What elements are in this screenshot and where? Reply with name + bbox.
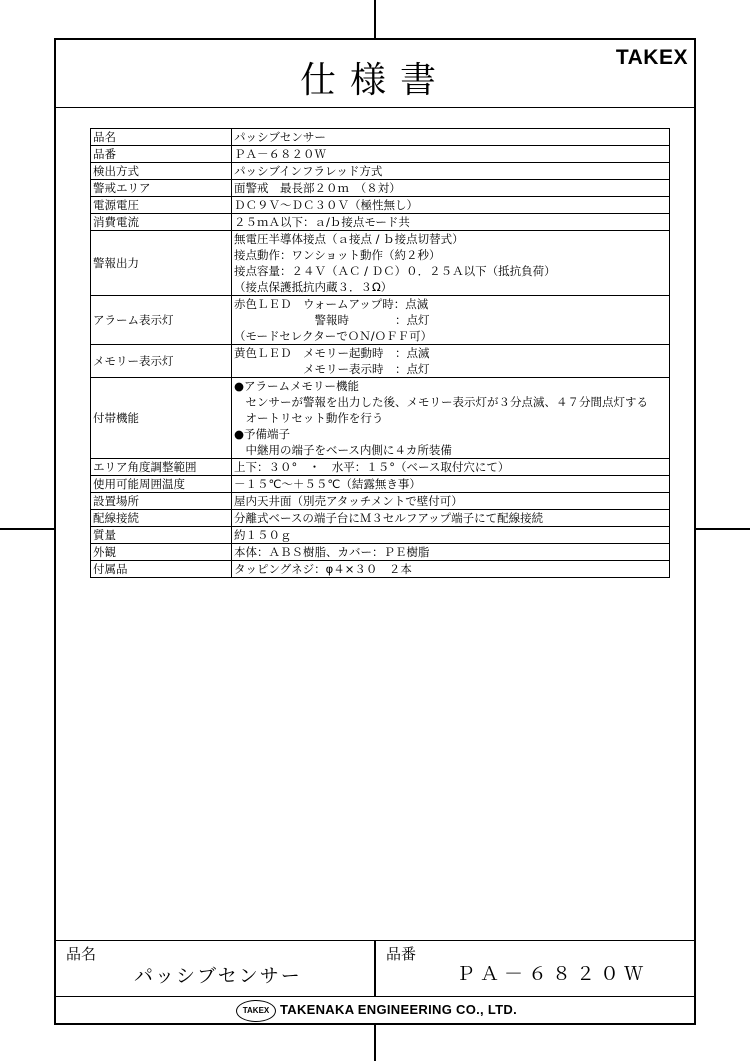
spec-value-line: 中継用の端子をベース内側に４カ所装備 [234, 443, 452, 457]
spec-row [91, 459, 670, 476]
spec-value [232, 129, 670, 146]
spec-label: 付帯機能 [91, 378, 232, 459]
spec-value [232, 378, 670, 459]
spec-value-line: 接点動作：ワンショット動作（約２秒） [234, 248, 441, 262]
spec-value-line: ●予備端子 [234, 427, 291, 441]
spec-value-line: 警報時 ：点灯 [234, 313, 430, 327]
spec-value [232, 163, 670, 180]
spec-label: 付属品 [91, 561, 232, 578]
spec-value-line: 上下：３０° ・ 水平：１５°（ベース取付穴にて） [234, 460, 510, 474]
spec-row [91, 231, 670, 296]
spec-label: 警戒エリア [91, 180, 232, 197]
spec-value [232, 231, 670, 296]
crop-mark-left [0, 528, 54, 530]
spec-row [91, 493, 670, 510]
spec-value [232, 214, 670, 231]
footer [56, 996, 694, 1025]
title-block [56, 940, 694, 996]
spec-value-line: 約１５０ｇ [234, 528, 292, 542]
spec-value-line: （モードセレクターでＯＮ/ＯＦＦ可） [234, 329, 433, 343]
spec-value-line: 赤色ＬＥＤ ウォームアップ時：点滅 [234, 297, 429, 311]
spec-value-line: ＰＡ－６８２０Ｗ [234, 147, 326, 161]
spec-value [232, 544, 670, 561]
spec-label: 配線接続 [91, 510, 232, 527]
spec-value-line: ＤＣ９Ｖ～ＤＣ３０Ｖ（極性無し） [234, 198, 418, 212]
spec-row [91, 378, 670, 459]
spec-value [232, 197, 670, 214]
spec-label: 使用可能周囲温度 [91, 476, 232, 493]
spec-label: 品番 [91, 146, 232, 163]
spec-value-line: －１５℃～＋５５℃（結露無き事） [234, 477, 421, 491]
spec-row [91, 163, 670, 180]
spec-label: 外観 [91, 544, 232, 561]
spec-value-line: パッシブセンサー [234, 130, 326, 144]
product-name-value: パッシブセンサー [134, 965, 302, 987]
spec-label: 設置場所 [91, 493, 232, 510]
spec-row [91, 129, 670, 146]
crop-mark-top [374, 0, 376, 38]
document-title: 仕様書 [299, 60, 450, 101]
spec-value-line: 無電圧半導体接点（ａ接点 / ｂ接点切替式） [234, 232, 464, 246]
spec-value [232, 527, 670, 544]
product-number-label: 品番 [386, 945, 417, 963]
spec-value [232, 180, 670, 197]
spec-row [91, 296, 670, 345]
spec-label: 質量 [91, 527, 232, 544]
spec-table [90, 128, 670, 578]
spec-value-line: 本体：ＡＢＳ樹脂、カバー：ＰＥ樹脂 [234, 545, 430, 559]
company-name: TAKENAKA ENGINEERING CO., LTD. [280, 1002, 517, 1017]
spec-value-line: ２５ｍＡ以下：ａ/ｂ接点モード共 [234, 215, 410, 229]
spec-value-line: （接点保護抵抗内蔵３．３Ω） [234, 280, 393, 294]
spec-label: 品名 [91, 129, 232, 146]
spec-value [232, 510, 670, 527]
spec-label: メモリー表示灯 [91, 345, 232, 378]
spec-label: アラーム表示灯 [91, 296, 232, 345]
spec-value [232, 296, 670, 345]
spec-value-line: タッピングネジ：φ４×３０ ２本 [234, 562, 412, 576]
spec-row [91, 510, 670, 527]
spec-value-line: 分離式ベースの端子台にＭ３セルフアップ端子にて配線接続 [234, 511, 544, 525]
spec-value-line: センサーが警報を出力した後、メモリー表示灯が３分点滅、４７分間点灯する [234, 395, 648, 409]
spec-value-line: オートリセット動作を行う [234, 411, 384, 425]
spec-value [232, 459, 670, 476]
spec-row [91, 527, 670, 544]
spec-row [91, 476, 670, 493]
spec-label: 検出方式 [91, 163, 232, 180]
spec-row [91, 345, 670, 378]
spec-row [91, 146, 670, 163]
spec-label: 消費電流 [91, 214, 232, 231]
spec-label: 警報出力 [91, 231, 232, 296]
spec-value-line: 屋内天井面（別売アタッチメントで壁付可） [234, 494, 463, 508]
document-frame [54, 38, 696, 1025]
spec-value-line: 黄色ＬＥＤ メモリー起動時 ：点滅 [234, 346, 430, 360]
spec-row [91, 561, 670, 578]
company-logo: TAKEX [236, 1000, 276, 1022]
spec-value-line: メモリー表示時 ：点灯 [234, 362, 430, 376]
product-name-label: 品名 [66, 945, 97, 963]
spec-row [91, 180, 670, 197]
spec-value-line: 面警戒 最長部２０ｍ （８対） [234, 181, 401, 195]
spec-row [91, 544, 670, 561]
brand-logo: TAKEX [615, 46, 688, 69]
crop-mark-bottom [374, 1025, 376, 1061]
spec-value-line: パッシブインフラレッド方式 [234, 164, 383, 178]
spec-label: エリア角度調整範囲 [91, 459, 232, 476]
spec-label: 電源電圧 [91, 197, 232, 214]
spec-value-line: ●アラームメモリー機能 [234, 379, 360, 393]
spec-value [232, 476, 670, 493]
spec-value [232, 345, 670, 378]
spec-row [91, 197, 670, 214]
spec-value [232, 561, 670, 578]
product-number-value: ＰＡ－６８２０Ｗ [456, 963, 649, 985]
title-block-divider [374, 941, 376, 997]
spec-value [232, 493, 670, 510]
spec-value [232, 146, 670, 163]
crop-mark-right [696, 528, 750, 530]
spec-value-line: 接点容量：２４Ｖ（ＡＣ / ＤＣ）０．２５Ａ以下（抵抗負荷） [234, 264, 556, 278]
title-row [56, 40, 694, 108]
spec-row [91, 214, 670, 231]
